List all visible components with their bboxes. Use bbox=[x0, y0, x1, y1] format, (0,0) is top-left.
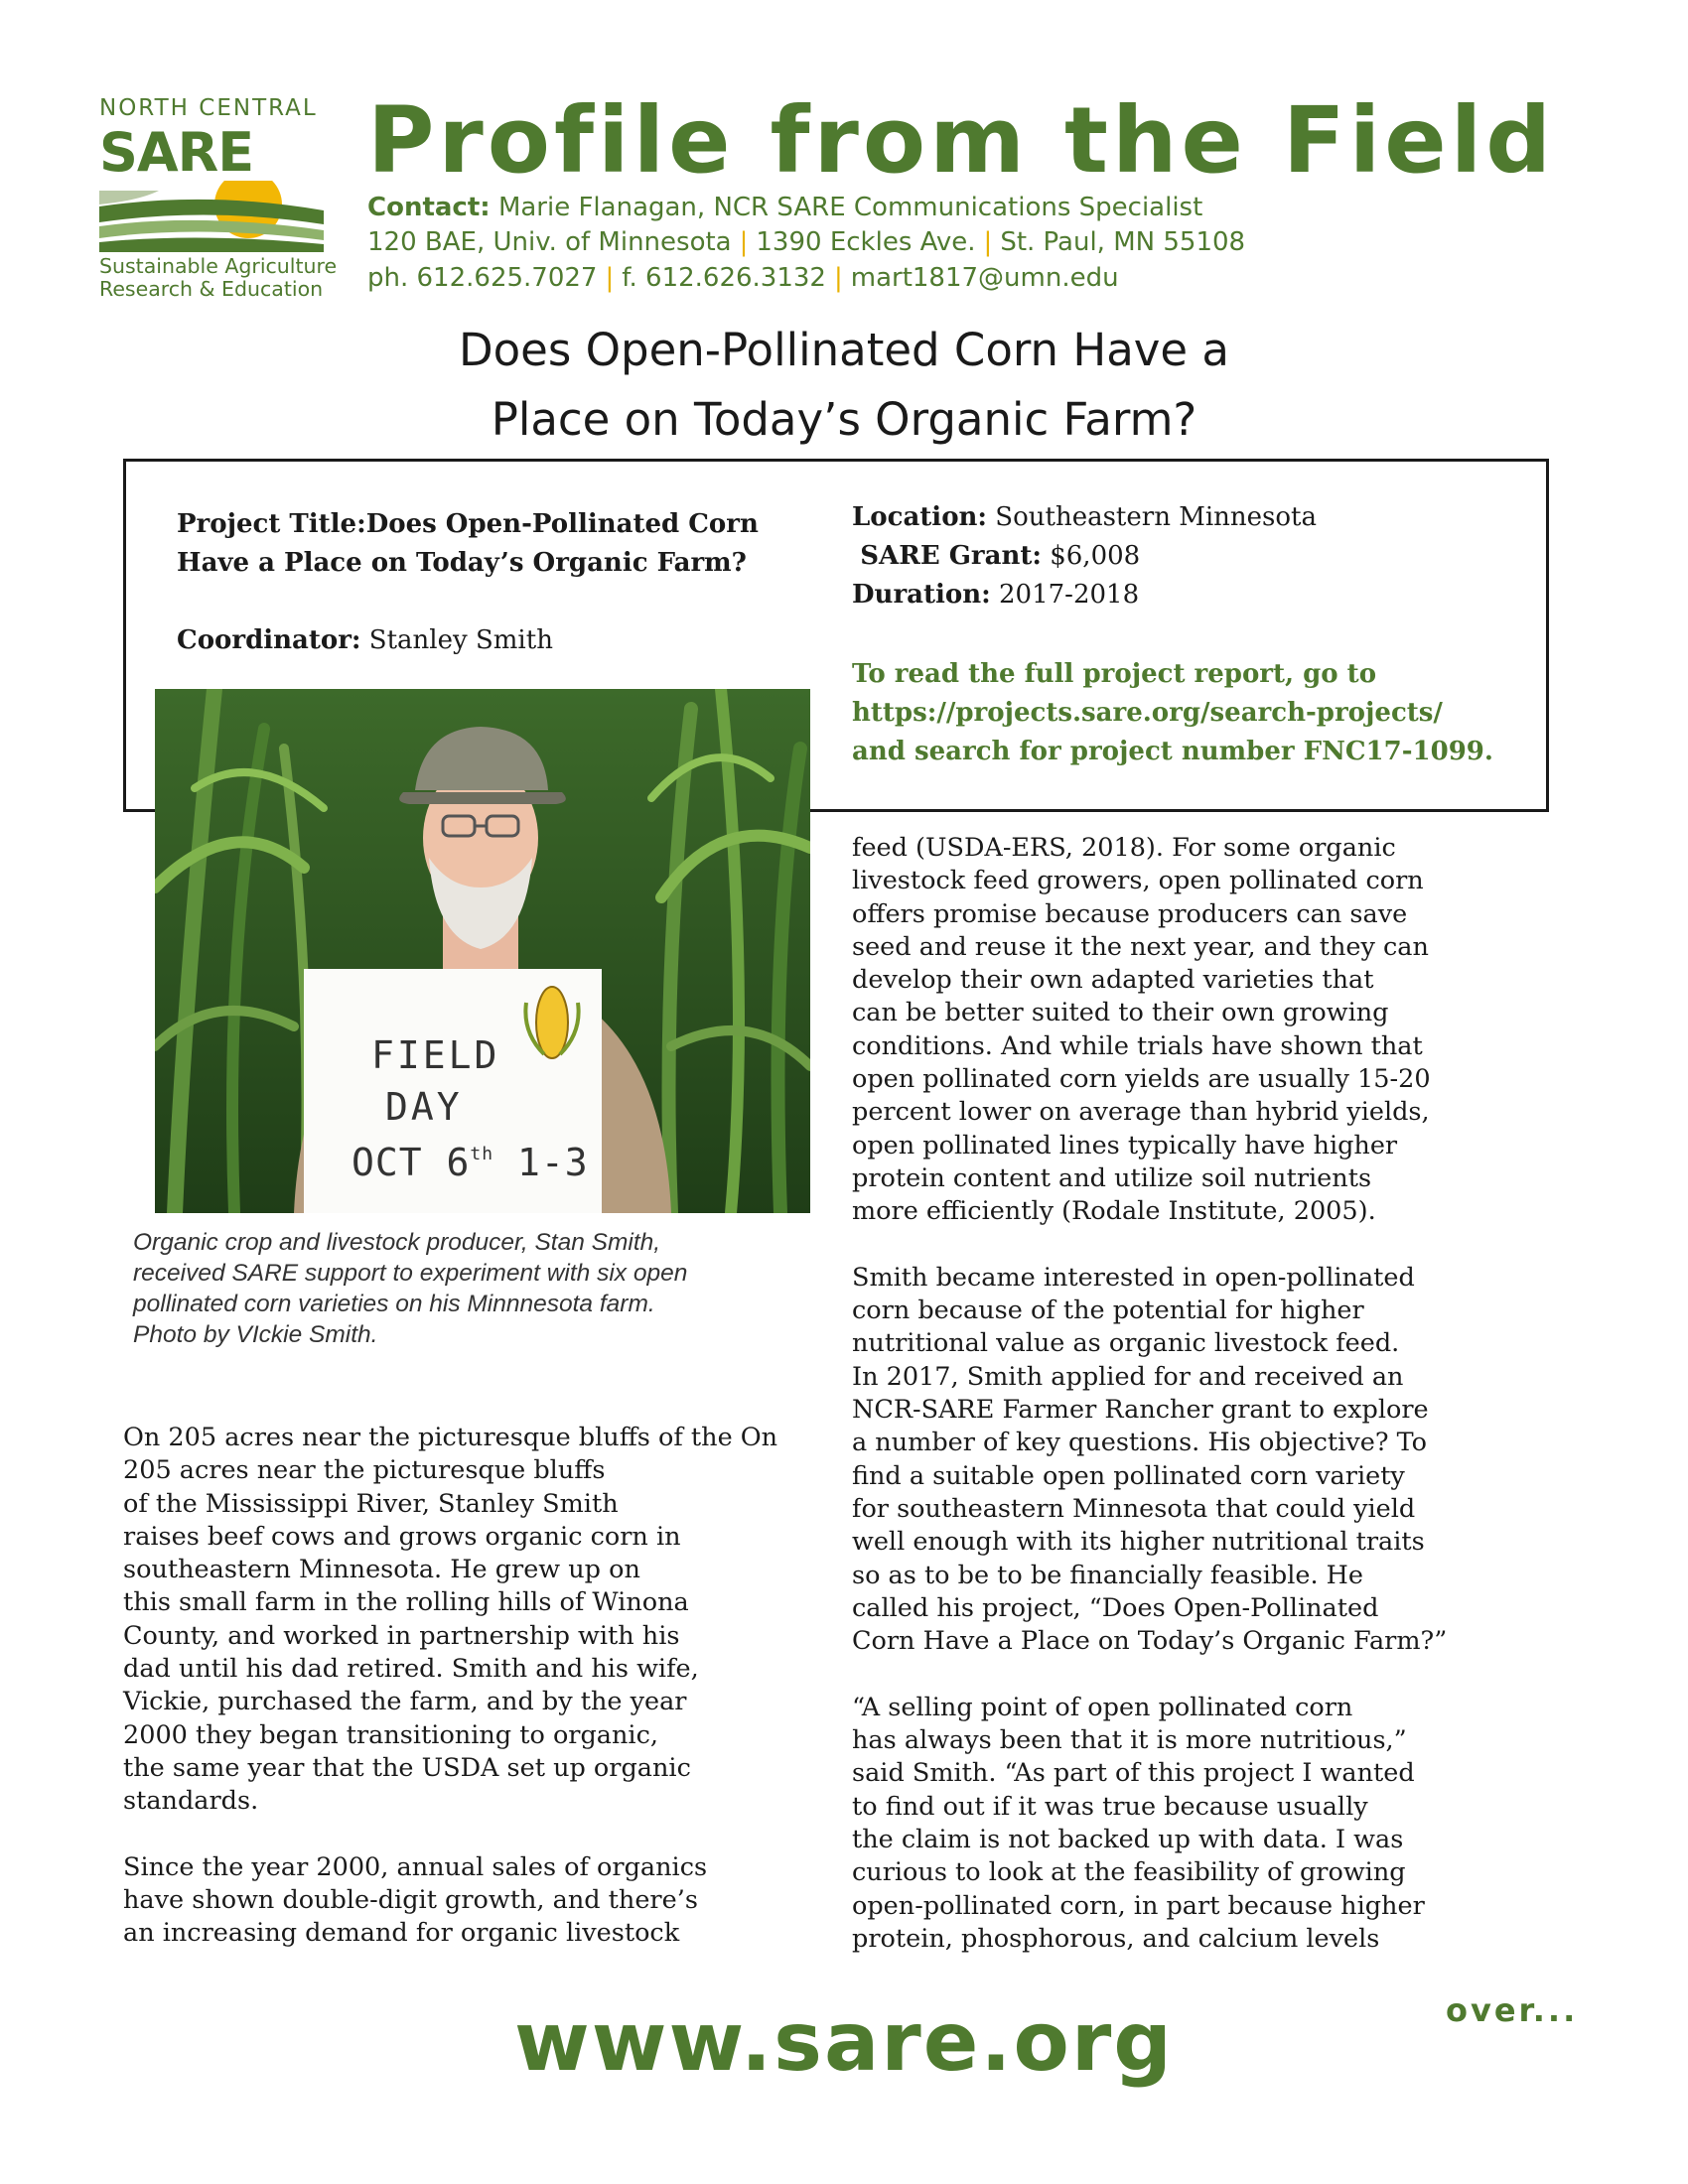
fax: f. 612.626.3132 bbox=[622, 263, 826, 293]
body-line: 205 acres near the picturesque bluffs bbox=[123, 1455, 606, 1486]
paragraph-gap bbox=[852, 1658, 1447, 1691]
body-line: develop their own adapted varieties that bbox=[852, 965, 1374, 996]
body-line: Smith became interested in open-pollinated bbox=[852, 1262, 1415, 1293]
caption-line: received SARE support to experiment with six open bbox=[133, 1260, 688, 1287]
body-line: nutritional value as organic livestock feed. bbox=[852, 1328, 1400, 1359]
article-title-line-1: Does Open-Pollinated Corn Have a bbox=[458, 324, 1229, 376]
body-line: standards. bbox=[123, 1786, 259, 1817]
body-line: corn because of the potential for higher bbox=[852, 1296, 1364, 1326]
project-details bbox=[852, 498, 1317, 614]
body-line: livestock feed growers, open pollinated corn bbox=[852, 866, 1424, 896]
address-1: 120 BAE, Univ. of Minnesota bbox=[367, 227, 732, 257]
contact-line-2 bbox=[367, 227, 1245, 257]
contact-label: Contact: bbox=[367, 193, 491, 222]
sare-logo bbox=[99, 95, 338, 304]
project-title-block bbox=[177, 505, 759, 583]
logo-top-text: NORTH CENTRAL bbox=[99, 95, 318, 121]
body-line: the same year that the USDA set up organic bbox=[123, 1752, 691, 1783]
sign-line-2: DAY bbox=[385, 1085, 463, 1129]
body-line: find a suitable open pollinated corn variety bbox=[852, 1460, 1405, 1491]
body-line: the claim is not backed up with data. I was bbox=[852, 1824, 1404, 1854]
svg-text:OCT 6th 1-3 bbox=[352, 1141, 589, 1184]
caption-line: Organic crop and livestock producer, Stan Smith, bbox=[133, 1229, 661, 1256]
project-title-label: Project Title: bbox=[177, 509, 366, 539]
body-line: raises beef cows and grows organic corn in bbox=[123, 1521, 681, 1552]
body-line: “A selling point of open pollinated corn bbox=[852, 1692, 1353, 1722]
body-line: have shown double-digit growth, and there’s bbox=[123, 1885, 698, 1916]
body-line: to find out if it was true because usually bbox=[852, 1791, 1368, 1822]
separator: | bbox=[983, 227, 993, 257]
body-line: seed and reuse it the next year, and they can bbox=[852, 931, 1429, 962]
caption-line: Photo by VIckie Smith. bbox=[133, 1321, 378, 1348]
body-line: curious to look at the feasibility of growing bbox=[852, 1857, 1406, 1888]
body-line: conditions. And while trials have shown that bbox=[852, 1030, 1423, 1061]
grant-value: $6,008 bbox=[1050, 541, 1141, 571]
body-line: open pollinated lines typically have higher bbox=[852, 1130, 1398, 1160]
body-line: Corn Have a Place on Today’s Organic Farm?” bbox=[852, 1626, 1448, 1657]
right-column-text bbox=[852, 832, 1447, 1956]
sun-field-logo-icon bbox=[99, 181, 324, 252]
duration-label: Duration: bbox=[852, 580, 991, 610]
body-line: NCR-SARE Farmer Rancher grant to explore bbox=[852, 1395, 1429, 1426]
phone: ph. 612.625.7027 bbox=[367, 263, 598, 293]
read-more-line-1: To read the full project report, go to bbox=[852, 659, 1377, 689]
paragraph-gap bbox=[123, 1819, 777, 1851]
body-line: dad until his dad retired. Smith and his wife, bbox=[123, 1654, 699, 1685]
body-line: Since the year 2000, annual sales of organics bbox=[123, 1851, 708, 1882]
logo-subtitle-2: Research & Education bbox=[99, 277, 324, 301]
article-title-line-2: Place on Today’s Organic Farm? bbox=[491, 393, 1197, 446]
project-title-line-2: Have a Place on Today’s Organic Farm? bbox=[177, 548, 747, 578]
contact-name: Marie Flanagan, NCR SARE Communications Specialist bbox=[497, 193, 1203, 222]
contact-line-1 bbox=[367, 193, 1202, 222]
body-line: open-pollinated corn, in part because higher bbox=[852, 1890, 1425, 1921]
caption-line: pollinated corn varieties on his Minnnesota farm. bbox=[133, 1291, 655, 1317]
separator: | bbox=[605, 263, 615, 293]
full-report-link-block bbox=[852, 655, 1493, 771]
email-link[interactable]: mart1817@umn.edu bbox=[850, 263, 1119, 293]
body-line: protein content and utilize soil nutrients bbox=[852, 1162, 1372, 1193]
sign-line-3-sup: th bbox=[470, 1144, 494, 1164]
coordinator-value: Stanley Smith bbox=[368, 625, 553, 655]
grant-label: SARE Grant: bbox=[860, 541, 1042, 571]
paragraph-gap bbox=[852, 1229, 1447, 1262]
project-title-line-1: Does Open-Pollinated Corn bbox=[365, 509, 759, 539]
body-line: of the Mississippi River, Stanley Smith bbox=[123, 1488, 619, 1519]
body-line: more efficiently (Rodale Institute, 2005). bbox=[852, 1196, 1376, 1227]
body-line: Vickie, purchased the farm, and by the year bbox=[123, 1687, 687, 1717]
body-line: offers promise because producers can save bbox=[852, 898, 1408, 929]
location-value: Southeastern Minnesota bbox=[995, 502, 1317, 532]
body-line: can be better suited to their own growing bbox=[852, 998, 1389, 1028]
body-line: has always been that it is more nutritious,” bbox=[852, 1725, 1407, 1756]
body-line: feed (USDA-ERS, 2018). For some organic bbox=[852, 833, 1396, 863]
body-line: County, and worked in partnership with his bbox=[123, 1620, 680, 1651]
body-line: southeastern Minnesota. He grew up on bbox=[123, 1555, 640, 1585]
body-line: percent lower on average than hybrid yields, bbox=[852, 1097, 1430, 1128]
photo-caption bbox=[133, 1227, 788, 1350]
logo-name: SARE bbox=[99, 121, 254, 184]
sign-line-3-end: 1-3 bbox=[493, 1141, 589, 1184]
address-3: St. Paul, MN 55108 bbox=[1000, 227, 1246, 257]
separator: | bbox=[739, 227, 749, 257]
sign-line-1: FIELD bbox=[371, 1033, 500, 1077]
body-line: called his project, “Does Open-Pollinated bbox=[852, 1592, 1379, 1623]
sign-line-3: OCT 6 bbox=[352, 1141, 471, 1184]
field-day-photo bbox=[155, 689, 810, 1213]
left-column-text bbox=[123, 1422, 777, 1951]
body-line: a number of key questions. His objective? To bbox=[852, 1428, 1427, 1458]
body-line: 2000 they began transitioning to organic, bbox=[123, 1719, 658, 1750]
duration-value: 2017-2018 bbox=[999, 580, 1140, 610]
footer-website-link[interactable]: www.sare.org bbox=[514, 1995, 1174, 2090]
address-2: 1390 Eckles Ave. bbox=[756, 227, 976, 257]
over-label: over... bbox=[1446, 1991, 1579, 2029]
separator: | bbox=[833, 263, 843, 293]
read-more-line-3: and search for project number FNC17-1099. bbox=[852, 737, 1493, 766]
body-line: On 205 acres near the picturesque bluffs of the On bbox=[123, 1423, 778, 1452]
body-line: protein, phosphorous, and calcium levels bbox=[852, 1923, 1380, 1954]
body-line: open pollinated corn yields are usually 15-20 bbox=[852, 1064, 1431, 1095]
body-line: well enough with its higher nutritional traits bbox=[852, 1527, 1425, 1558]
project-report-link[interactable]: https://projects.sare.org/search-projects/ bbox=[852, 698, 1443, 728]
body-line: In 2017, Smith applied for and received an bbox=[852, 1361, 1404, 1392]
body-line: for southeastern Minnesota that could yield bbox=[852, 1493, 1416, 1524]
coordinator-line bbox=[177, 621, 553, 660]
coordinator-label: Coordinator: bbox=[177, 625, 361, 655]
body-line: this small farm in the rolling hills of Winona bbox=[123, 1587, 689, 1618]
body-line: said Smith. “As part of this project I wanted bbox=[852, 1758, 1415, 1789]
logo-subtitle-1: Sustainable Agriculture bbox=[99, 254, 338, 278]
article-title bbox=[0, 316, 1688, 455]
body-line: an increasing demand for organic livestock bbox=[123, 1918, 680, 1949]
body-line: so as to be to be financially feasible. He bbox=[852, 1560, 1363, 1590]
location-label: Location: bbox=[852, 502, 988, 532]
contact-line-3 bbox=[367, 263, 1119, 293]
page-header-title: Profile from the Field bbox=[367, 87, 1556, 194]
